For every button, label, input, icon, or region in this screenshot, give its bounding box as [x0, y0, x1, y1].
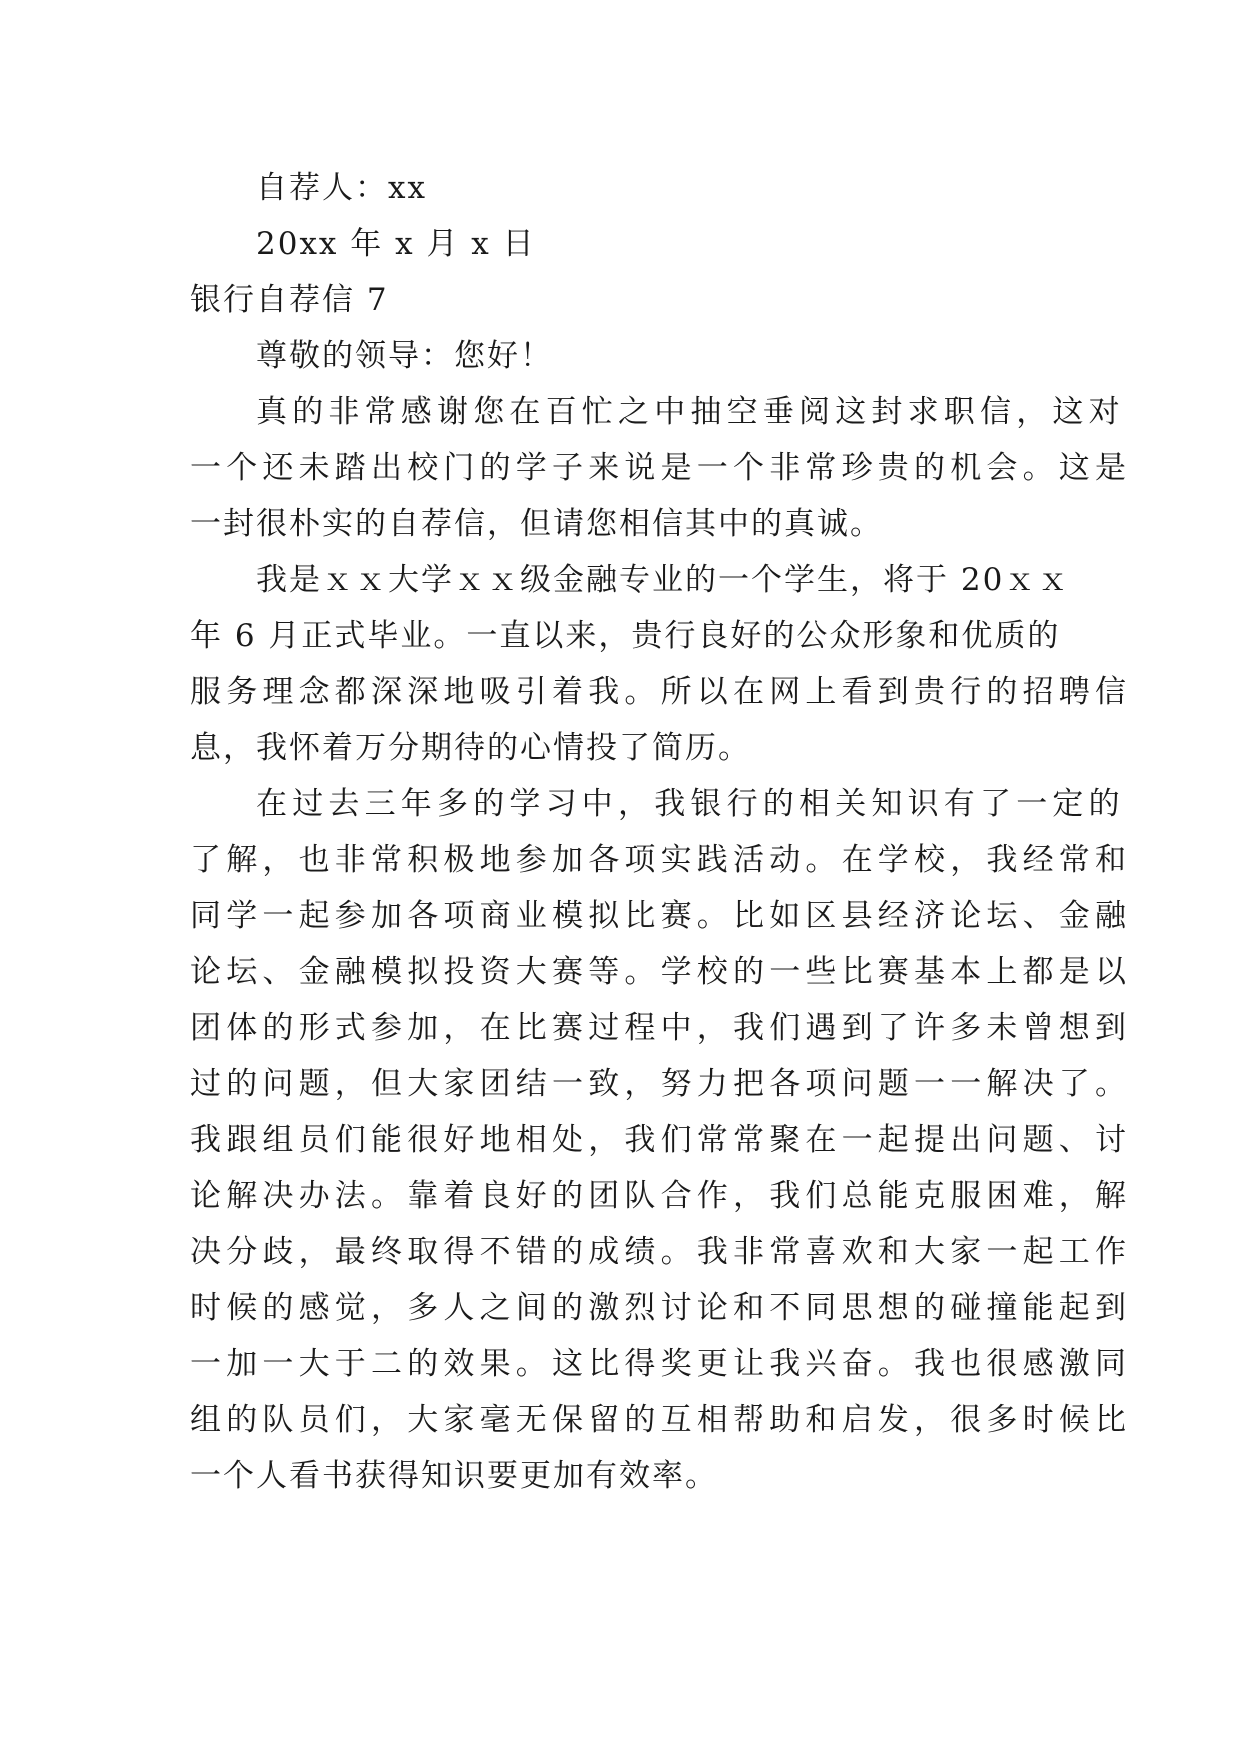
paragraph-line: 一加一大于二的效果。这比得奖更让我兴奋。我也很感激同 [190, 1346, 1132, 1382]
paragraph-line: 过的问题，但大家团结一致，努力把各项问题一一解决了。 [190, 1066, 1132, 1102]
paragraph-line: 在过去三年多的学习中，我银行的相关知识有了一定的 [256, 786, 1125, 822]
paragraph-line: 年 6 月正式毕业。一直以来，贵行良好的公众形象和优质的 [190, 618, 1061, 654]
paragraph-line: 真的非常感谢您在百忙之中抽空垂阅这封求职信，这对 [256, 394, 1125, 430]
signature-line: 自荐人：xx [256, 170, 427, 206]
paragraph-line: 团体的形式参加，在比赛过程中，我们遇到了许多未曾想到 [190, 1010, 1132, 1046]
paragraph-line: 我是ｘｘ大学ｘｘ级金融专业的一个学生，将于 20ｘｘ [256, 562, 1071, 598]
paragraph-line: 息，我怀着万分期待的心情投了简历。 [190, 730, 751, 766]
paragraph-line: 服务理念都深深地吸引着我。所以在网上看到贵行的招聘信 [190, 674, 1132, 710]
paragraph-line: 我跟组员们能很好地相处，我们常常聚在一起提出问题、讨 [190, 1122, 1132, 1158]
salutation: 尊敬的领导：您好！ [256, 338, 553, 374]
paragraph-line: 论解决办法。靠着良好的团队合作，我们总能克服困难，解 [190, 1178, 1132, 1214]
paragraph-line: 了解，也非常积极地参加各项实践活动。在学校，我经常和 [190, 842, 1132, 878]
paragraph-line: 决分歧，最终取得不错的成绩。我非常喜欢和大家一起工作 [190, 1234, 1132, 1270]
paragraph-line: 一封很朴实的自荐信，但请您相信其中的真诚。 [190, 506, 883, 542]
section-title: 银行自荐信 7 [190, 282, 389, 318]
paragraph-line: 组的队员们，大家毫无保留的互相帮助和启发，很多时候比 [190, 1402, 1132, 1438]
paragraph-line: 时候的感觉，多人之间的激烈讨论和不同思想的碰撞能起到 [190, 1290, 1132, 1326]
paragraph-line: 一个还未踏出校门的学子来说是一个非常珍贵的机会。这是 [190, 450, 1132, 486]
date-line: 20xx 年 x 月 x 日 [256, 226, 536, 262]
paragraph-line: 一个人看书获得知识要更加有效率。 [190, 1458, 718, 1494]
paragraph-line: 论坛、金融模拟投资大赛等。学校的一些比赛基本上都是以 [190, 954, 1132, 990]
paragraph-line: 同学一起参加各项商业模拟比赛。比如区县经济论坛、金融 [190, 898, 1132, 934]
